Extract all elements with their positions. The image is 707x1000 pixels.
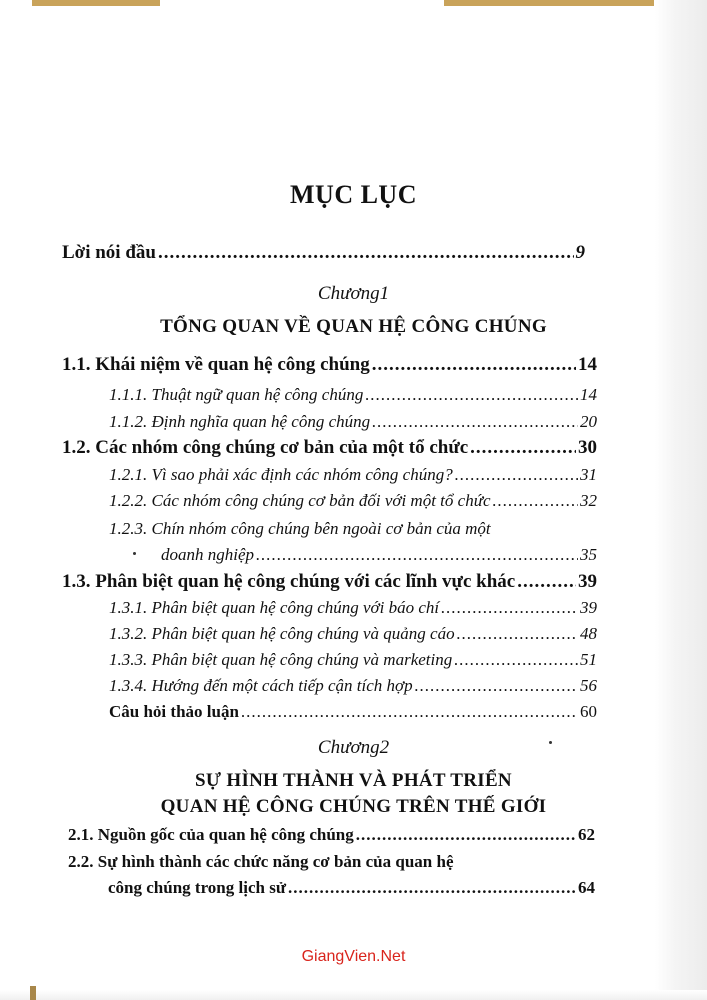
toc-entry-page: 14 — [578, 354, 597, 375]
toc-entry-label: 1.2.2. Các nhóm công chúng cơ bản đối với một tổ chức — [109, 491, 491, 510]
toc-entry-2-2-line1[interactable]: 2.2. Sự hình thành các chức năng cơ bản của quan hệ — [68, 852, 454, 871]
toc-entry-label: Câu hỏi thảo luận — [109, 702, 239, 721]
chapter-2-title-line-1: SỰ HÌNH THÀNH VÀ PHÁT TRIỂN — [195, 770, 512, 791]
toc-entry-page: 62 — [578, 825, 595, 844]
toc-entry-page: 9 — [575, 242, 585, 263]
toc-entry-page: 32 — [580, 491, 597, 510]
leader-dots — [372, 354, 576, 376]
leader-dots — [158, 242, 574, 264]
toc-entry-1-1-1[interactable] — [109, 385, 597, 405]
toc-entry-page: 60 — [580, 702, 597, 721]
toc-entry-page: 51 — [580, 650, 597, 669]
toc-entry-page: 39 — [580, 598, 597, 617]
leader-dots — [457, 624, 578, 644]
toc-entry-page: 64 — [578, 878, 595, 897]
toc-entry-2-2[interactable] — [108, 878, 595, 898]
toc-entry-label: doanh nghiệp — [161, 545, 255, 564]
toc-entry-label: 1.3.3. Phân biệt quan hệ công chúng và marketing — [109, 650, 453, 669]
toc-entry-page: 14 — [580, 385, 597, 404]
toc-entry-page: 48 — [580, 624, 597, 643]
toc-entry-1-2-2[interactable] — [109, 491, 597, 511]
leader-dots — [372, 412, 578, 432]
leader-dots — [441, 598, 578, 618]
toc-entry-preface[interactable] — [62, 242, 585, 264]
toc-entry-label: 1.3.4. Hướng đến một cách tiếp cận tích hợp — [109, 676, 413, 695]
leader-dots — [455, 465, 578, 485]
toc-entry-label: 1.2.1. Vì sao phải xác định các nhóm công chúng? — [109, 465, 453, 484]
toc-entry-1-3-1[interactable] — [109, 598, 597, 618]
toc-entry-page: 56 — [580, 676, 597, 695]
paper-speck — [549, 741, 552, 744]
chapter-1-label: Chương1 — [317, 283, 390, 304]
leader-dots — [415, 676, 578, 696]
leader-dots — [454, 650, 578, 670]
chapter-1-title: TỔNG QUAN VỀ QUAN HỆ CÔNG CHÚNG — [160, 316, 547, 337]
toc-entry-1-3[interactable] — [62, 571, 597, 593]
toc-entry-label: công chúng trong lịch sử — [108, 878, 287, 897]
leader-dots — [470, 437, 576, 459]
toc-entry-questions[interactable] — [109, 702, 597, 722]
toc-entry-label: 1.2. Các nhóm công chúng cơ bản của một tổ chức — [62, 437, 469, 458]
toc-entry-1-1[interactable] — [62, 354, 597, 376]
toc-entry-label: 1.3.1. Phân biệt quan hệ công chúng với báo chí — [109, 598, 440, 617]
leader-dots — [241, 702, 578, 722]
leader-dots — [517, 571, 576, 593]
leader-dots — [365, 385, 578, 405]
toc-entry-label: 1.1.2. Định nghĩa quan hệ công chúng — [109, 412, 371, 431]
toc-entry-2-1[interactable] — [68, 825, 595, 845]
leader-dots — [493, 491, 578, 511]
toc-entry-label: Lời nói đầu — [62, 242, 156, 263]
toc-entry-1-2-3-line1[interactable]: 1.2.3. Chín nhóm công chúng bên ngoài cơ bản của một — [109, 519, 491, 538]
toc-entry-page: 39 — [578, 571, 597, 592]
page-title: MỤC LỤC — [290, 180, 417, 209]
toc-entry-label: 2.1. Nguồn gốc của quan hệ công chúng — [68, 825, 354, 844]
toc-entry-1-2-1[interactable] — [109, 465, 597, 485]
toc-entry-1-3-4[interactable] — [109, 676, 597, 696]
toc-entry-1-2[interactable] — [62, 437, 597, 459]
page-edge-strip-right — [444, 0, 654, 6]
toc-entry-label: 1.1. Khái niệm về quan hệ công chúng — [62, 354, 370, 375]
paper-speck — [133, 552, 136, 555]
toc-entry-page: 30 — [578, 437, 597, 458]
toc-entry-1-2-3[interactable] — [161, 545, 597, 565]
page-corner-mark — [30, 986, 36, 1000]
chapter-2-label: Chương2 — [317, 737, 390, 758]
chapter-2-title-line-2: QUAN HỆ CÔNG CHÚNG TRÊN THẾ GIỚI — [160, 796, 547, 817]
toc-entry-label: 1.1.1. Thuật ngữ quan hệ công chúng — [109, 385, 364, 404]
toc-entry-1-1-2[interactable] — [109, 412, 597, 432]
leader-dots — [256, 545, 578, 565]
toc-entry-page: 31 — [580, 465, 597, 484]
toc-entry-label: 1.3.2. Phân biệt quan hệ công chúng và quảng cáo — [109, 624, 455, 643]
watermark: GiangVien.Net — [301, 948, 406, 965]
toc-entry-1-3-3[interactable] — [109, 650, 597, 670]
leader-dots — [288, 878, 576, 898]
toc-entry-1-3-2[interactable] — [109, 624, 597, 644]
leader-dots — [356, 825, 576, 845]
page-edge-shadow — [655, 0, 707, 1000]
page-bottom-edge — [0, 990, 707, 1000]
toc-entry-page: 20 — [580, 412, 597, 431]
page-edge-strip-left — [32, 0, 160, 6]
toc-entry-page: 35 — [580, 545, 597, 564]
toc-entry-label: 1.3. Phân biệt quan hệ công chúng với các lĩnh vực khác — [62, 571, 516, 592]
